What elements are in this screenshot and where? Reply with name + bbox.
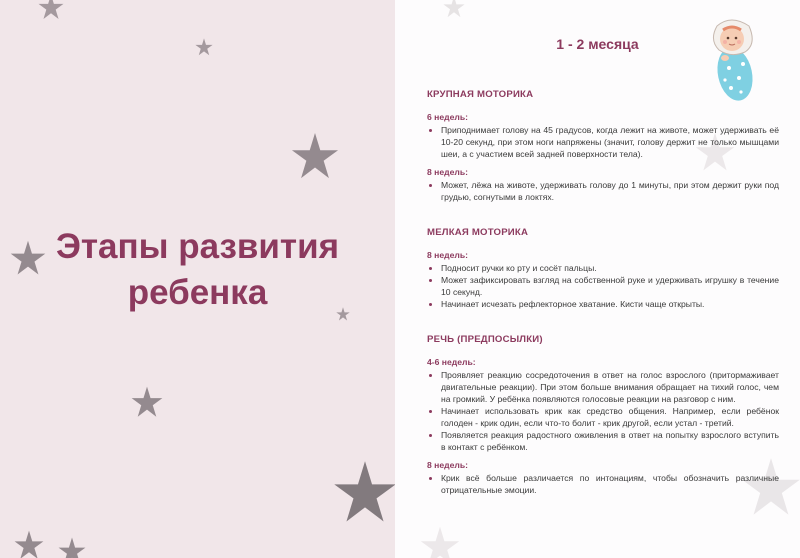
page-heading: 1 - 2 месяца	[556, 36, 639, 52]
milestone-item: • Начинает исчезать рефлекторное хватание. Кисти чаще открыты.	[441, 298, 779, 310]
glitter-star-icon	[38, 0, 64, 22]
cover-page	[0, 0, 395, 558]
glitter-star-icon	[58, 536, 86, 558]
milestone-item: • Крик всё больше различается по интонациям, чтобы обозначить различные отрицательные эмоции.	[441, 472, 779, 496]
milestone-item: • Начинает использовать крик как средство общения. Например, если ребёнок голоден - крик один, если что-то болит - крик другой, если устал - третий.	[441, 405, 779, 429]
glitter-star-icon	[419, 526, 461, 558]
glitter-star-icon	[290, 132, 340, 180]
milestone-list	[427, 369, 779, 453]
section-title: КРУПНАЯ МОТОРИКА	[427, 89, 534, 100]
glitter-star-icon	[14, 528, 44, 558]
milestone-item: • Проявляет реакцию сосредоточения в ответ на голос взрослого (притормаживает двигательные реакции). При этом больше внимания обращает на тихий голос, чем на громкий. У ребёнка появляются голосовые реакции на разговор с ним.	[441, 369, 779, 405]
milestone-item: • Может зафиксировать взгляд на собственной руке и удерживать игрушку в течение 10 секунд.	[441, 274, 779, 298]
milestone-list	[427, 262, 779, 310]
age-label: 6 недель:	[427, 112, 468, 122]
glitter-star-icon	[333, 452, 395, 532]
milestone-list	[427, 472, 779, 496]
cover-title-line: ребенка	[127, 273, 268, 312]
cover-title	[0, 224, 395, 316]
milestone-item: • Приподнимает голову на 45 градусов, когда лежит на животе, может удерживать её 10-20 секунд, при этом ноги напряжены (значит, голову держит не только мышцами шеи, а с участием всей задней поверхности тела).	[441, 124, 779, 160]
age-label: 8 недель:	[427, 167, 468, 177]
glitter-star-icon	[195, 38, 213, 56]
content-page	[395, 0, 800, 558]
section-fine-motor	[427, 227, 779, 310]
milestone-item: • Появляется реакция радостного оживления в ответ на попытку взрослого вступить в контакт с ребёнком.	[441, 429, 779, 453]
section-title: МЕЛКАЯ МОТОРИКА	[427, 227, 529, 238]
age-label: 8 недель:	[427, 250, 468, 260]
glitter-star-icon	[443, 0, 465, 20]
section-title: РЕЧЬ (ПРЕДПОСЫЛКИ)	[427, 334, 543, 345]
milestone-list	[427, 179, 779, 203]
section-gross-motor	[427, 89, 779, 203]
milestone-item: • Может, лёжа на животе, удерживать голову до 1 минуты, при этом держит руки под грудью, согнутыми в локтях.	[441, 179, 779, 203]
section-speech	[427, 334, 779, 496]
milestone-list	[427, 124, 779, 160]
age-label: 4-6 недель:	[427, 357, 476, 367]
milestone-item: • Подносит ручки ко рту и сосёт пальцы.	[441, 262, 779, 274]
content-body	[427, 89, 779, 520]
glitter-star-icon	[130, 386, 164, 418]
age-label: 8 недель:	[427, 460, 468, 470]
cover-title-line: Этапы развития	[55, 227, 340, 266]
